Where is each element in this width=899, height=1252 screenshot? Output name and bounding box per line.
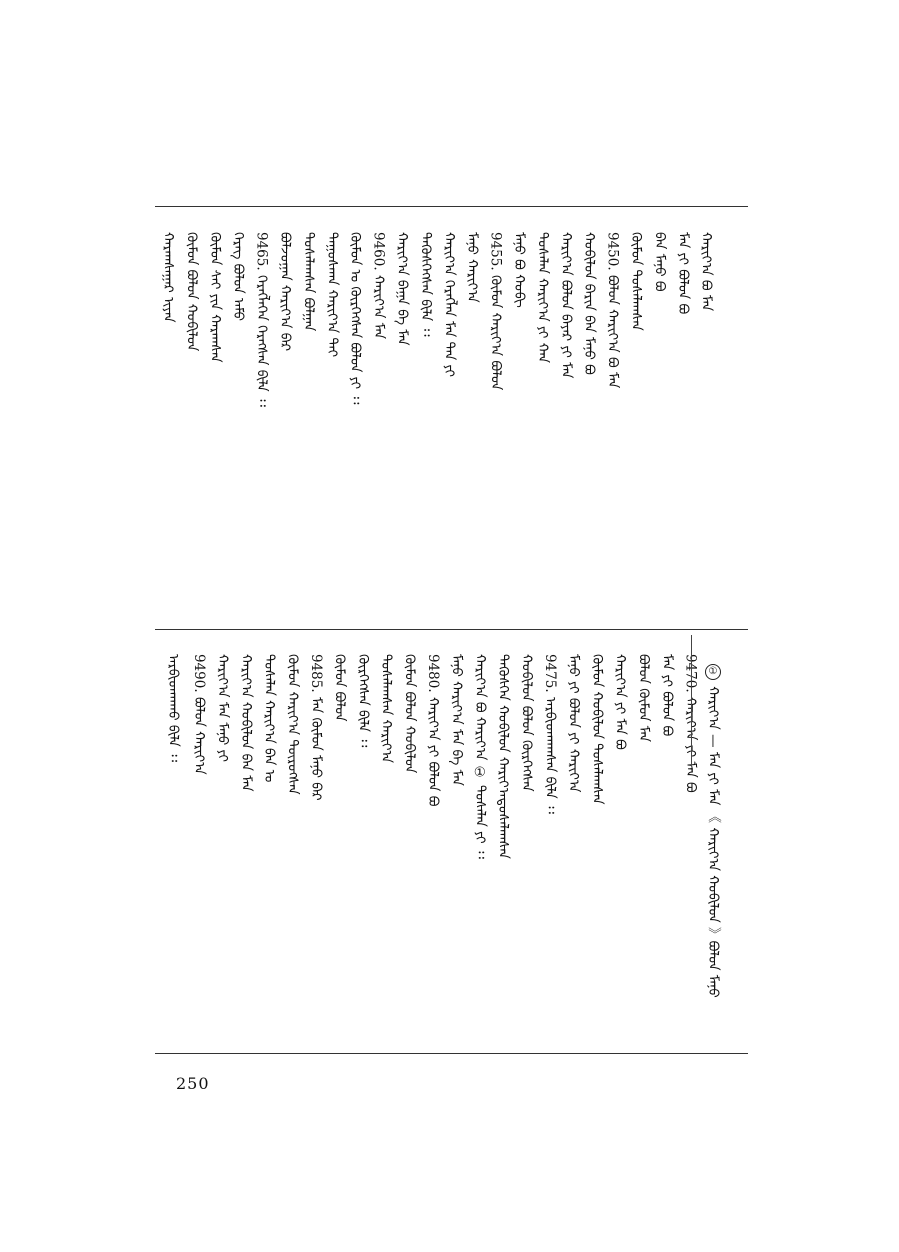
verse-line [157, 232, 179, 323]
verse-line [422, 654, 444, 807]
verse-line [695, 232, 717, 311]
verse-text: ᠬᠠᠷᠢᠶ᠎ᠠ ᠬᠡᠷᠡᠭᠯᠡᠨ ᠮᠠᠨ ᠲᠠᠨ ᠶᠢ [440, 232, 457, 377]
verse-text: ᠬᠦᠷᠬᠡᠭᠰᠡᠨ ᠪᠢᠯᠡ ᠄᠄ [354, 654, 371, 748]
verse-line [352, 654, 374, 747]
verse-line [235, 654, 257, 792]
verse-line [204, 232, 226, 363]
verse-line [258, 654, 280, 782]
verse-text: ᠬᠠᠷᠢᠶ᠎ᠠ ᠮᠠᠨ [370, 274, 387, 340]
verse-text: ᠪᠣᠯᠤᠨ ᠬᠦᠮᠦᠨ ᠮᠠᠨ [635, 654, 652, 743]
verse-text: ᠮᠠᠨᠤ ᠪᠣ ᠬᠤᠪᠢ [511, 232, 527, 308]
verse-line [485, 232, 507, 390]
verse-text: ᠬᠤᠪᠢᠯᠤᠨ ᠪᠠᠷᠢᠨ ᠪᠠᠨ ᠮᠠᠨᠤ ᠪᠣ [581, 232, 598, 375]
line-number: 9465. [253, 232, 270, 275]
verse-text: ᠬᠦᠮᠦᠨ ᠰᠠᠢ ᠶᠢᠨ ᠬᠠᠷᠠᠭᠰᠠᠨ [206, 232, 223, 363]
verse-text: ᠬᠦᠮᠦᠨ ᠬᠤᠪᠢᠯᠤᠨ ᠲᠤᠰᠠᠯᠠᠭᠰᠠᠨ [588, 654, 605, 805]
verse-text: ᠮᠠᠨ ᠶᠢ ᠪᠣᠯᠤᠨ ᠪᠣ [659, 654, 675, 737]
verse-text: ᠠᠷᠪᠢᠳᠬᠠᠭᠰᠠᠨ ᠪᠢᠯᠡ ᠄᠄ [542, 696, 558, 814]
verse-line [586, 654, 608, 805]
verse-line [469, 654, 491, 859]
verse-text: ᠮᠠᠨᠤ ᠬᠠᠷᠢᠶ᠎ᠠ ᠮᠠᠨ ᠪᠠ ᠮᠠᠨ [448, 654, 465, 786]
verse-text: ᠬᠠᠷᠢᠶ᠎ᠠ ᠶᠢ ᠮᠠᠨ ᠪᠣ [612, 654, 629, 750]
line-number: 9470. [682, 654, 699, 697]
bottom-rule [155, 1053, 748, 1054]
verse-text: ᠬᠦᠮᠦᠨ ᠪᠣᠯᠤᠨ [331, 654, 348, 722]
verse-text: ᠬᠡᠷᠡᠭᠯᠡᠭᠡᠨ ᠬᠡᠷᠡᠭᠰᠡᠨ ᠪᠢᠯᠡ ᠄᠄ [253, 274, 270, 407]
verse-line [633, 654, 655, 742]
verse-text: ᠲᠡᠭᠦᠰᠭᠡᠭᠰᠡᠨ ᠪᠢᠯᠡ ᠄᠄ [417, 232, 434, 337]
verse-text: ᠲᠤᠰᠠᠯᠠᠨ ᠬᠠᠷᠢᠶ᠎ᠠ ᠪᠠᠨ ᠤ [261, 654, 278, 783]
verse-text: ᠪᠣᠯᠵᠣᠭᠠᠨ ᠬᠠᠷᠢᠶ᠎ᠠ ᠪᠠᠷ [277, 232, 293, 352]
verse-line [227, 232, 249, 321]
verse-line [282, 654, 304, 795]
verse-text: ᠬᠠᠷᠢᠶ᠎ᠠ ᠪᠣ ᠮᠠᠨ [698, 232, 715, 312]
verse-line [305, 654, 327, 801]
verse-text: ᠬᠤᠪᠢᠯᠤᠨ ᠪᠣᠯᠤᠨ ᠬᠦᠷᠬᠡᠭᠰᠡᠨ [518, 654, 535, 792]
verse-text: ᠮᠠᠨᠤ ᠬᠠᠷᠢᠶ᠎ᠠ [464, 232, 481, 303]
page-number: 250 [176, 1074, 210, 1093]
verse-line [375, 654, 397, 763]
verse-line [414, 232, 436, 336]
verse-text: ᠬᠦᠮᠦᠨ ᠲᠤᠰᠠᠯᠠᠭᠰᠠᠨ [628, 232, 644, 331]
verse-text: ᠬᠠᠷᠢᠶ᠎ᠠ ᠬᠤᠪᠢᠯᠤᠨ ᠪᠠᠨ ᠮᠠᠨ [237, 654, 254, 792]
middle-rule [155, 629, 748, 630]
line-number: 9480. [425, 654, 441, 697]
verse-text: ᠲᠤᠰᠠᠯᠠᠨ ᠬᠠᠷᠢᠶ᠎ᠠ ᠶᠢ ᠬᠠᠨ [534, 232, 551, 363]
verse-text: ᠬᠠᠷᠢᠶ᠎ᠠ ᠪᠣ ᠬᠠᠷᠢᠶ᠎ᠠ ① ᠲᠤᠰᠠᠯᠠᠨ ᠶᠢ ᠄᠄ [471, 654, 488, 859]
verse-line [555, 232, 577, 378]
verse-line [461, 232, 483, 303]
verse-text: ᠬᠠᠷᠢᠶ᠎ᠠ ᠶᠢ ᠪᠣᠯᠤᠨ ᠪᠣ [425, 696, 441, 807]
verse-line [445, 654, 467, 786]
verse-line [344, 232, 366, 404]
top-rule [155, 206, 748, 207]
footnote-marker: ① [705, 664, 721, 680]
verse-text: ᠲᠤᠰᠠᠯᠠᠭᠰᠠᠨ ᠬᠠᠷᠢᠶ᠎ᠠ [378, 654, 395, 764]
verse-text: ᠬᠦᠮᠦᠨ ᠪᠣᠯᠤᠨ ᠬᠤᠪᠢᠯᠤᠨ [401, 654, 418, 774]
verse-text: ᠮᠠᠨ ᠶᠢ ᠪᠣᠯᠤᠨ ᠪᠣ [674, 232, 691, 315]
verse-line [539, 654, 561, 814]
verse-line [368, 232, 390, 339]
footnote-text: ᠬᠠᠷᠢᠶ᠎ᠠ — ᠮᠠᠨ ᠶᠢ ᠮᠠᠨ 《 ᠬᠠᠷᠢᠶ᠎ᠠ ᠬᠤᠪᠢᠯᠤᠨ 》ᠪᠣᠯᠤᠨ ᠮᠠᠨᠤ [705, 686, 721, 998]
verse-line [508, 232, 530, 308]
verse-text: ᠮᠠᠨᠤ ᠶᠢ ᠪᠣᠯᠤᠨ ᠶᠢ ᠬᠠᠷᠢᠶ᠎ᠠ [565, 654, 582, 793]
verse-line [274, 232, 296, 351]
verse-text: ᠮᠠᠨ ᠬᠦᠮᠦᠨ ᠮᠠᠨᠤ ᠪᠠᠷ [308, 696, 324, 801]
line-number: 9475. [542, 654, 558, 697]
verse-line [648, 232, 670, 292]
verse-line [602, 232, 624, 388]
line-number: 9455. [487, 232, 504, 275]
verse-text: ᠬᠦᠮᠦᠨ ᠬᠠᠷᠢᠶ᠎ᠠ ᠲᠦᠷᠦᠭᠰᠡᠨ [284, 654, 301, 795]
verse-text: ᠬᠦᠮᠦᠨ ᠬᠠᠷᠢᠶ᠎ᠠ ᠪᠣᠯᠤᠨ [487, 274, 504, 391]
verse-text: ᠬᠡᠷᠡᠭ ᠪᠣᠯᠤᠨ ᠠᠮᠤ [230, 232, 247, 321]
verse-text: ᠬᠦᠮᠦᠨ ᠤ ᠬᠦᠷᠬᠡᠭᠰᠡᠨ ᠪᠣᠯᠤᠨ ᠶᠢ ᠄᠄ [347, 232, 364, 405]
verse-line [625, 232, 647, 331]
footnote [702, 662, 724, 998]
verse-line [321, 232, 343, 357]
verse-text: ᠲᠤᠰᠠᠯᠠᠭᠰᠠᠨ ᠪᠣᠯᠭᠠᠨ [300, 232, 317, 332]
verse-line [188, 654, 210, 775]
verse-line [438, 232, 460, 377]
verse-line [328, 654, 350, 722]
verse-line [656, 654, 678, 736]
verse-line [211, 654, 233, 762]
verse-text: ᠪᠣᠯᠤᠨ ᠬᠠᠷᠢᠶ᠎ᠠ ᠪᠣ ᠮᠠᠨ [604, 274, 621, 389]
verse-line [492, 654, 514, 859]
verse-line: ᠠᠷᠪᠢᠳᠬᠠᠬᠤ ᠪᠢᠯᠡ ᠄᠄ [165, 654, 181, 763]
line-number: 9450. [604, 232, 621, 275]
verse-line [516, 654, 538, 792]
line-number: 9485. [308, 654, 324, 697]
verse-line [609, 654, 631, 750]
verse-text: ᠬᠠᠷᠠᠭᠰᠠᠭᠠᠷ ᠢᠶᠡᠨ [160, 232, 176, 323]
verse-text: ᠪᠠᠨ ᠮᠠᠨᠤ ᠪᠣ [651, 232, 668, 292]
verse-text: ᠲᠡᠭᠦᠰᠭᠡᠨ ᠬᠤᠪᠢᠯᠤᠨ ᠬᠠᠷᠢᠶ᠎ᠠᠲᠤᠰᠠᠯᠠᠭᠰᠠᠨ [495, 654, 512, 859]
verse-text: 9490. ᠪᠣᠯᠤᠨ ᠬᠠᠷᠢᠶ᠎ᠠ [191, 654, 207, 775]
verse-text: ᠬᠠᠷᠢᠶ᠎ᠠ ᠪᠣᠯᠤᠨ ᠪᠠᠶᠠᠷ ᠶᠢ ᠮᠠᠨ [557, 232, 574, 379]
verse-line [531, 232, 553, 363]
verse-text: ᠳᠠᠭᠤᠰᠬᠠᠨ ᠬᠠᠷᠢᠶ᠎ᠠ ᠲᠠᠢ [323, 232, 340, 358]
verse-line [180, 232, 202, 351]
verse-line [562, 654, 584, 792]
verse-line [251, 232, 273, 407]
footnote-separator [691, 635, 692, 765]
verse-line [399, 654, 421, 773]
verse-line [297, 232, 319, 331]
line-number: 9460. [370, 232, 387, 275]
verse-text: ᠬᠠᠷᠢᠶ᠎ᠠ ᠪᠠᠭᠠ ᠪᠠ ᠮᠠᠨ [394, 232, 410, 346]
verse-line [672, 232, 694, 314]
verse-text: ᠬᠠᠷᠢᠶ᠎ᠠ ᠮᠠᠨ ᠮᠠᠨᠤ ᠶᠢ [214, 654, 231, 762]
verse-text: ᠬᠦᠮᠦᠨ ᠪᠣᠯᠤᠨ ᠬᠤᠪᠢᠯᠤᠨ [183, 232, 200, 352]
verse-text: ᠬᠠᠷᠢᠶ᠎ᠠ ᠶᠢ ᠮᠠᠨ ᠪᠣ [682, 696, 699, 793]
verse-line [578, 232, 600, 375]
verse-line [391, 232, 413, 346]
